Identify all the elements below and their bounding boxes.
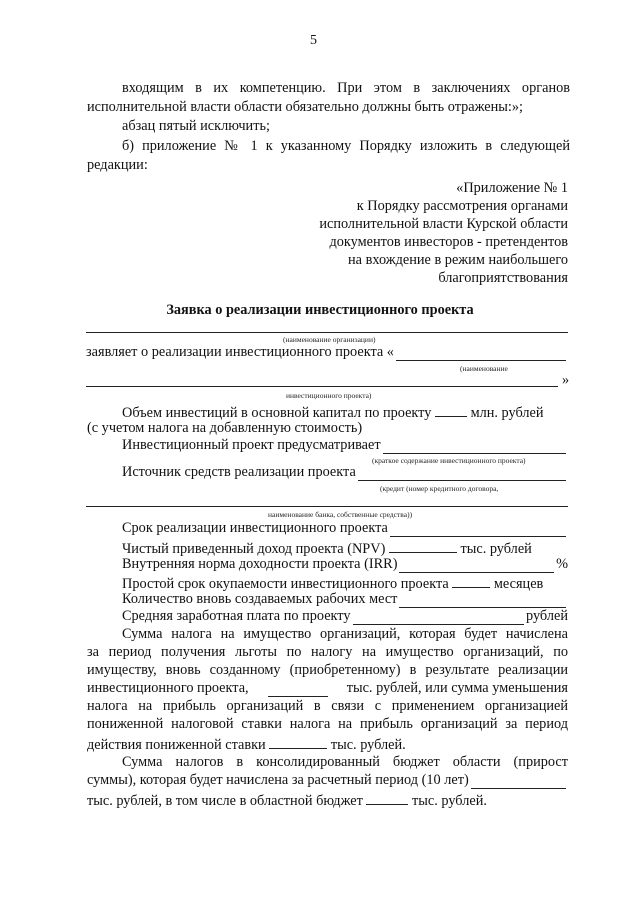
p1-line-7: действия пониженной ставки тыс. рублей.	[87, 734, 406, 754]
intro-line-4: б) приложение № 1 к указанному Порядку изложить в следующей	[122, 138, 570, 154]
p1-line-4: инвестиционного проекта, тыс. рублей, или сумма уменьшения	[87, 680, 568, 696]
intro-line-2: исполнительной власти области обязательно должны быть отражены:»;	[87, 99, 523, 115]
page-number: 5	[310, 33, 317, 48]
payback-unit: месяцев	[493, 576, 544, 592]
salary-unit: рублей	[526, 608, 568, 624]
appendix-line-4: документов инвесторов - претендентов	[329, 234, 568, 250]
p2-line-3: тыс. рублей, в том числе в областной бюджет тыс. рублей.	[87, 790, 487, 810]
irr-label: Внутренняя норма доходности проекта (IRR)	[122, 556, 398, 572]
provides-row	[122, 437, 568, 454]
project-name-line-2[interactable]	[86, 386, 558, 387]
appendix-line-2: к Порядку рассмотрения органами	[356, 198, 568, 214]
declares-label: заявляет о реализации инвестиционного проекта «	[86, 344, 394, 360]
hint-org: (наименование организации)	[283, 335, 376, 344]
property-tax-field[interactable]	[268, 682, 328, 697]
source-label: Источник средств реализации проекта	[122, 464, 356, 480]
source-row	[122, 464, 568, 481]
term-row	[122, 520, 568, 537]
term-label: Срок реализации инвестиционного проекта	[122, 520, 388, 536]
provides-field[interactable]	[383, 440, 566, 454]
hint-name-1: (наименование	[460, 364, 508, 373]
source-line-2[interactable]	[86, 506, 568, 507]
irr-unit: %	[556, 556, 568, 572]
p1-line-1: Сумма налога на имущество организаций, которая будет начислена	[122, 626, 568, 642]
close-quote: »	[562, 372, 570, 388]
source-field[interactable]	[358, 467, 566, 481]
payback-row	[122, 573, 543, 593]
p2-line-1: Сумма налогов в консолидированный бюджет области (прирост	[122, 754, 568, 770]
payback-label: Простой срок окупаемости инвестиционного проекта	[122, 576, 449, 592]
invest-field[interactable]	[435, 402, 467, 417]
invest-vat-note: (с учетом налога на добавленную стоимость)	[87, 420, 363, 436]
irr-row	[122, 556, 568, 573]
org-name-line[interactable]	[86, 332, 568, 333]
intro-line-1: входящим в их компетенцию. При этом в заключениях органов	[122, 80, 570, 96]
npv-label: Чистый приведенный доход проекта (NPV)	[122, 541, 386, 557]
salary-row	[122, 608, 568, 625]
appendix-line-3: исполнительной власти Курской области	[319, 216, 568, 232]
npv-unit: тыс. рублей	[460, 541, 532, 557]
project-name-field[interactable]	[396, 347, 566, 361]
provides-label: Инвестиционный проект предусматривает	[122, 437, 381, 453]
invest-label: Объем инвестиций в основной капитал по проекту млн. рублей	[122, 402, 544, 422]
intro-line-5: редакции:	[87, 157, 148, 173]
npv-field[interactable]	[389, 538, 457, 553]
consolidated-budget-field[interactable]	[471, 775, 566, 789]
appendix-line-1: «Приложение № 1	[456, 180, 568, 196]
appendix-line-6: благоприятствования	[438, 270, 568, 286]
jobs-label: Количество вновь создаваемых рабочих мест	[122, 591, 398, 607]
p1-line-3: имуществу, вновь созданному (приобретенному) в результате реализации	[87, 662, 568, 678]
p1-line-2: за период получения льготы по налогу на имущество организаций, по	[87, 644, 568, 660]
salary-label: Средняя заработная плата по проекту	[122, 608, 351, 624]
payback-field[interactable]	[452, 573, 490, 588]
regional-budget-field[interactable]	[366, 790, 408, 805]
reduced-rate-field[interactable]	[269, 734, 327, 749]
term-field[interactable]	[390, 523, 566, 537]
jobs-field[interactable]	[399, 594, 566, 608]
hint-name-2: инвестиционного проекта)	[286, 391, 372, 400]
appendix-line-5: на вхождение в режим наибольшего	[348, 252, 568, 268]
npv-row	[122, 538, 532, 558]
p2-line-2: суммы), которая будет начислена за расчетный период (10 лет)	[87, 772, 568, 789]
hint-summary: (краткое содержание инвестиционного проекта)	[372, 456, 526, 465]
salary-field[interactable]	[353, 611, 524, 625]
hint-credit: (кредит (номер кредитного договора,	[380, 484, 499, 493]
form-title: Заявка о реализации инвестиционного проекта	[166, 302, 474, 318]
hint-bank: наименование банка, собственные средства))	[268, 510, 413, 519]
p1-line-6: пониженной налоговой ставки налога на прибыль организаций за период	[87, 716, 568, 732]
irr-field[interactable]	[399, 559, 554, 573]
jobs-row	[122, 591, 568, 608]
p1-line-5: налога на прибыль организаций в связи с применением организацией	[87, 698, 568, 714]
declares-row	[86, 344, 568, 361]
intro-line-3: абзац пятый исключить;	[122, 118, 270, 134]
